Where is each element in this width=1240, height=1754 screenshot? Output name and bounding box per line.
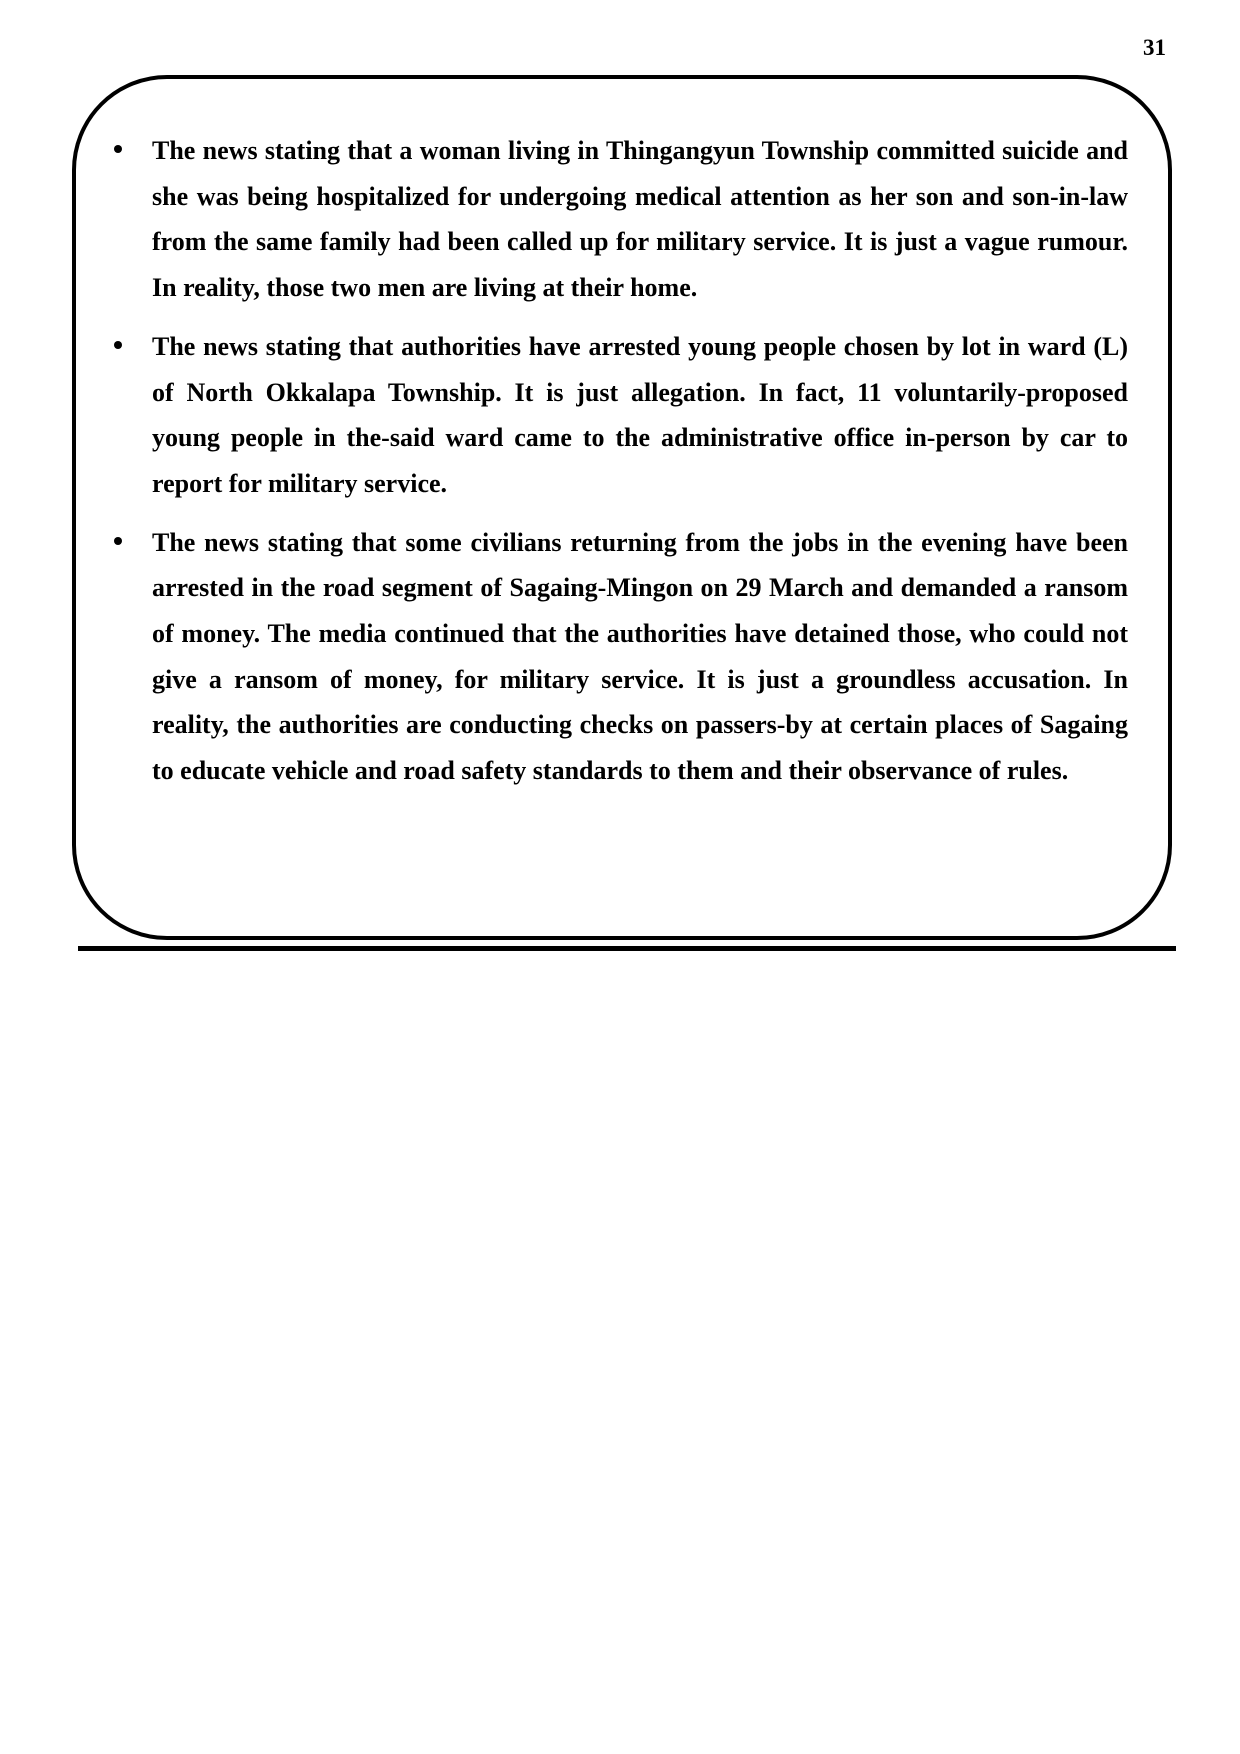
page-number: 31 [1143, 35, 1166, 60]
bullet-icon [114, 341, 122, 349]
bullet-text: The news stating that a woman living in Thingangyun Township committed suicide and she was being hospitalized for undergoing medical attention as her son and son-in-law from the same family had been called up for military service. It is just a vague rumour. In reality, those two men are living at their home. [152, 136, 1128, 303]
bullet-list [110, 128, 1128, 807]
bullet-text: The news stating that authorities have arrested young people chosen by lot in ward (L) of North Okkalapa Township. It is just allegation. In fact, 11 voluntarily-proposed young people in the-said ward came to the administrative office in-person by car to report for military service. [152, 331, 1128, 498]
list-item [110, 128, 1128, 311]
bullet-icon [114, 145, 122, 153]
horizontal-rule [78, 946, 1176, 951]
bullet-text: The news stating that some civilians returning from the jobs in the evening have been arrested in the road segment of Sagaing-Mingon on 29 March and demanded a ransom of money. The media continued that the authorities have detained those, who could not give a ransom of money, for military service. It is just a groundless accusation. In reality, the authorities are conducting checks on passers-by at certain places of Sagaing to educate vehicle and road safety standards to them and their observance of rules. [152, 527, 1128, 786]
bullet-icon [114, 537, 122, 545]
list-item [110, 520, 1128, 794]
list-item [110, 324, 1128, 507]
